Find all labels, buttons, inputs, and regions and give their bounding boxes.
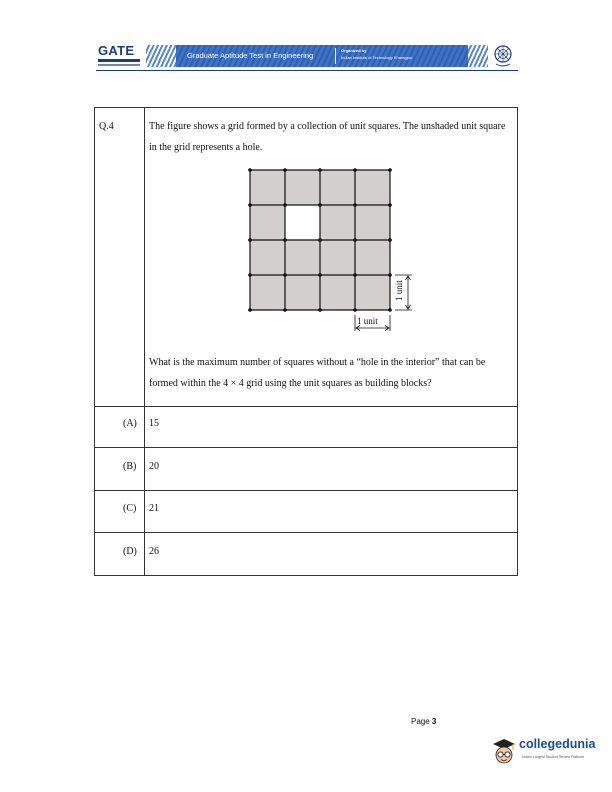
page-number-value: 3 — [431, 717, 437, 726]
hole-square — [285, 205, 320, 240]
table-column-divider — [144, 107, 145, 576]
gate-logo-text: GATE — [98, 43, 135, 58]
option-b-label: (B) — [123, 461, 137, 472]
option-a-label: (A) — [123, 418, 137, 429]
row-divider — [94, 532, 518, 533]
page-number — [411, 717, 436, 726]
option-b-value: 20 — [149, 461, 159, 472]
grid-figure — [240, 165, 420, 335]
row-divider — [94, 447, 518, 448]
page-label: Page — [411, 717, 430, 726]
option-c-value: 21 — [149, 503, 159, 514]
gate-logo — [96, 42, 146, 70]
banner-title: Graduate Aptitude Test in Engineering — [187, 51, 314, 60]
question-number: Q.4 — [99, 121, 114, 132]
header-rule — [96, 70, 518, 71]
horizontal-unit-label: 1 unit — [357, 316, 378, 326]
iit-emblem-icon — [492, 44, 514, 68]
page-header — [96, 42, 518, 70]
option-a-value: 15 — [149, 418, 159, 429]
option-c-label: (C) — [123, 503, 137, 514]
brand-tagline: India's Largest Student Review Platform — [522, 755, 585, 759]
institute-name: Indian Institute of Technology Kharagpur — [341, 55, 413, 60]
organized-by-label: Organized by — [341, 48, 367, 53]
row-divider — [94, 490, 518, 491]
brand-name: collegedunia — [519, 737, 596, 751]
collegedunia-logo — [490, 733, 606, 773]
option-d-value: 26 — [149, 546, 159, 557]
question-text: The figure shows a grid formed by a collection of unit squares. The unshaded unit square in the grid represents a hole. — [149, 121, 506, 153]
row-divider — [94, 406, 518, 407]
option-d-label: (D) — [123, 546, 137, 557]
vertical-unit-label: 1 unit — [394, 280, 404, 301]
question-prompt: What is the maximum number of squares without a “hole in the interior” that can be formed within the 4 × 4 grid using the unit squares as building blocks? — [149, 357, 486, 389]
student-mascot-icon — [490, 735, 518, 769]
